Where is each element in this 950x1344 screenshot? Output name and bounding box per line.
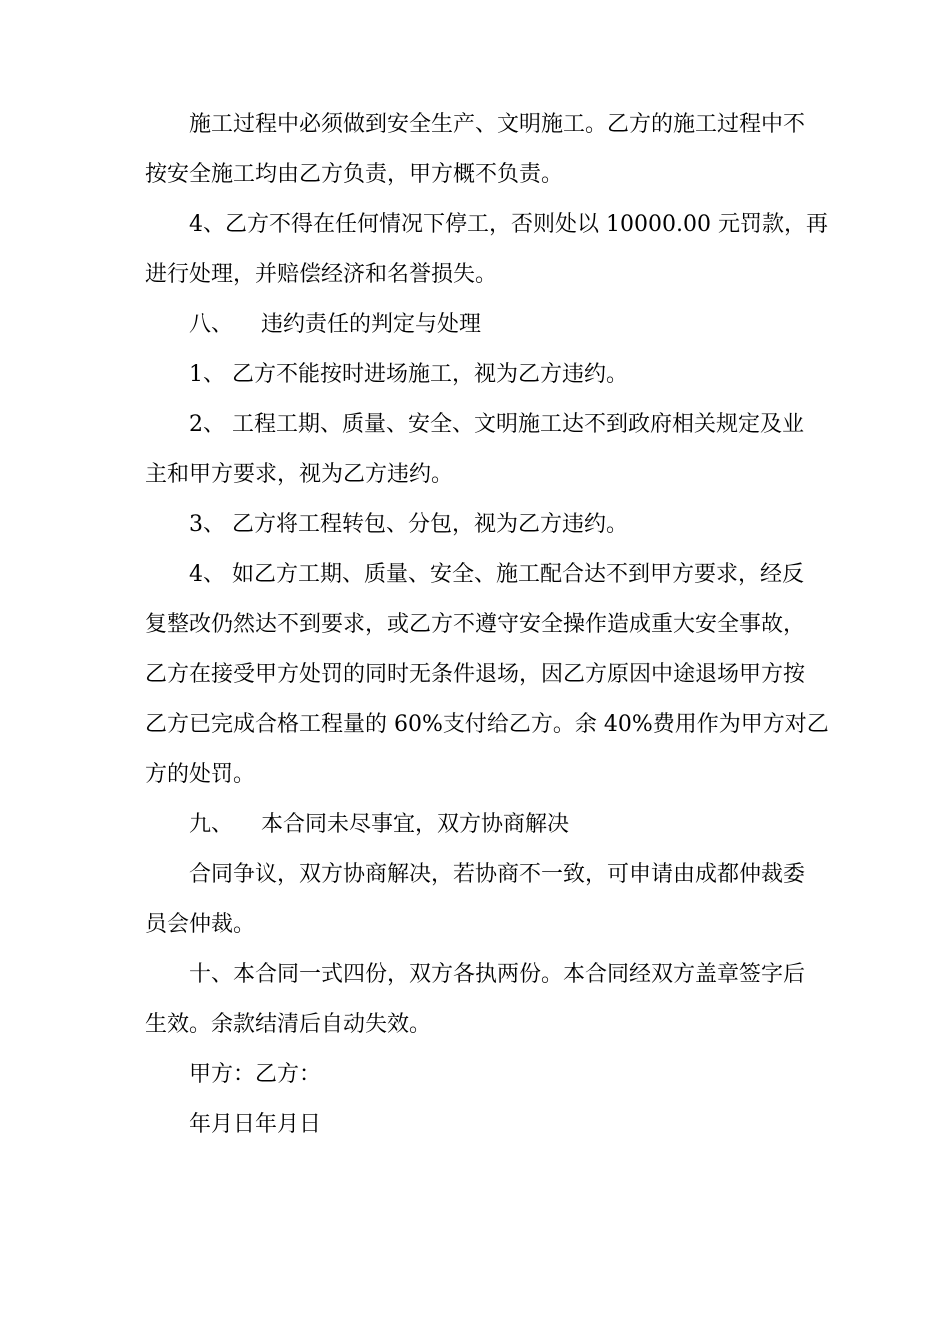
paragraph-line: 按安全施工均由乙方负责，甲方概不负责。 bbox=[145, 162, 564, 187]
paragraph-line: 乙方在接受甲方处罚的同时无条件退场，因乙方原因中途退场甲方按 bbox=[145, 662, 806, 687]
paragraph-line: 1、 乙方不能按时进场施工，视为乙方违约。 bbox=[189, 362, 628, 387]
paragraph-line: 合同争议，双方协商解决，若协商不一致，可申请由成都仲裁委 bbox=[189, 862, 806, 887]
paragraph-line: 员会仲裁。 bbox=[145, 912, 256, 937]
section-heading-nine bbox=[189, 805, 835, 845]
paragraph-line: 乙方已完成合格工程量的 60%支付给乙方。余 40%费用作为甲方对乙 bbox=[145, 712, 829, 737]
section-title: 违约责任的判定与处理 bbox=[261, 312, 482, 337]
section-heading-eight bbox=[189, 305, 835, 345]
paragraph-line: 4、 如乙方工期、质量、安全、施工配合达不到甲方要求，经反 bbox=[189, 562, 804, 587]
paragraph-line: 3、 乙方将工程转包、分包，视为乙方违约。 bbox=[189, 512, 628, 537]
signature-parties: 甲方：乙方： bbox=[189, 1062, 322, 1087]
paragraph-line: 十、本合同一式四份，双方各执两份。本合同经双方盖章签字后 bbox=[189, 962, 806, 987]
paragraph-line: 2、 工程工期、质量、安全、文明施工达不到政府相关规定及业 bbox=[189, 412, 804, 437]
signature-dates: 年月日年月日 bbox=[189, 1112, 322, 1137]
paragraph-line: 4、乙方不得在任何情况下停工，否则处以 10000.00 元罚款，再 bbox=[189, 212, 828, 237]
section-number: 九、 bbox=[189, 812, 234, 837]
paragraph-line: 复整改仍然达不到要求，或乙方不遵守安全操作造成重大安全事故， bbox=[145, 612, 806, 637]
paragraph-line: 方的处罚。 bbox=[145, 762, 256, 787]
paragraph-line: 施工过程中必须做到安全生产、文明施工。乙方的施工过程中不 bbox=[189, 112, 806, 137]
paragraph-line: 主和甲方要求，视为乙方违约。 bbox=[145, 462, 454, 487]
section-title: 本合同未尽事宜，双方协商解决 bbox=[261, 812, 570, 837]
paragraph-line: 进行处理，并赔偿经济和名誉损失。 bbox=[145, 262, 498, 287]
paragraph-line: 生效。余款结清后自动失效。 bbox=[145, 1012, 432, 1037]
section-number: 八、 bbox=[189, 312, 234, 337]
